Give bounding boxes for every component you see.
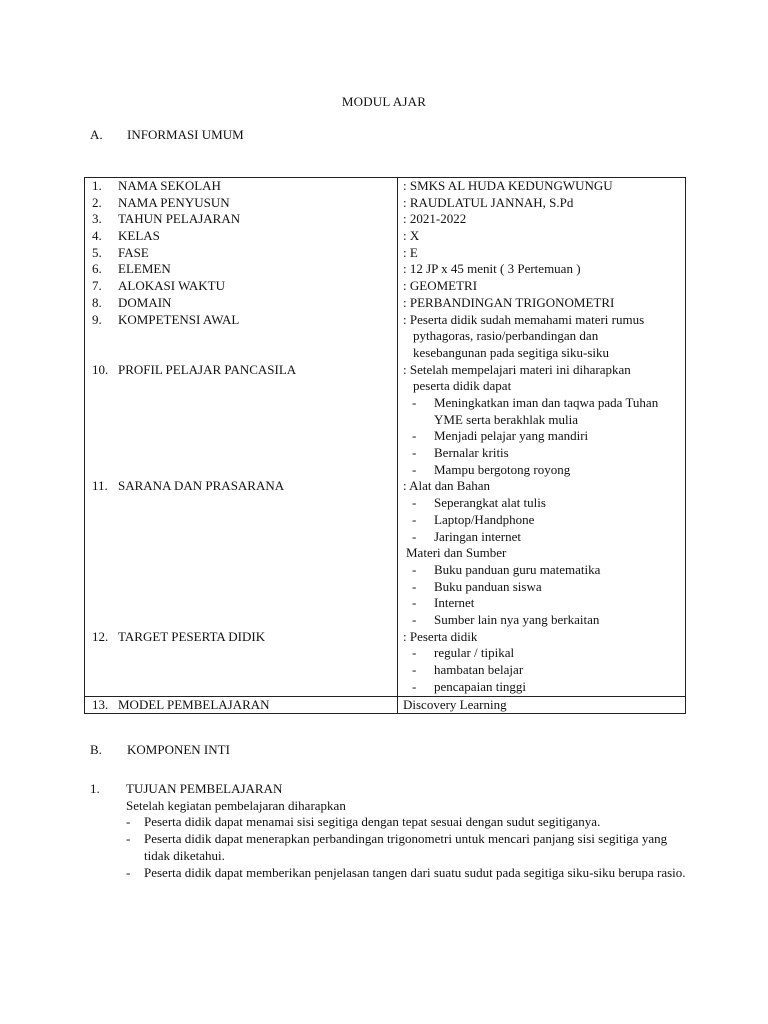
row-value: : E <box>403 244 418 260</box>
row-label: ELEMEN <box>118 261 171 277</box>
row-label: NAMA SEKOLAH <box>118 178 221 193</box>
row-label: MODEL PEMBELAJARAN <box>118 696 270 712</box>
row-value: Discovery Learning <box>403 696 507 712</box>
value-cell <box>398 696 686 714</box>
row-label: FASE <box>118 244 149 260</box>
label-cell <box>85 696 398 714</box>
bullet-item: - Menjadi pelajar yang mandiri <box>412 428 589 444</box>
row-number: 6. <box>92 261 102 277</box>
row-value: : SMKS AL HUDA KEDUNGWUNGU <box>403 178 613 193</box>
bullet-item: - Jaringan internet <box>412 528 521 544</box>
bullet-item: - Sumber lain nya yang berkaitan <box>412 612 600 628</box>
row-value: pythagoras, rasio/perbandingan dan <box>413 328 599 344</box>
bullet-item: - Bernalar kritis <box>412 445 509 461</box>
row-number: 5. <box>92 244 102 260</box>
section-a-letter: A. <box>90 127 103 142</box>
row-number: 11. <box>92 478 108 494</box>
value-cell <box>398 178 686 697</box>
row-value: : Setelah mempelajari materi ini diharapkan <box>403 361 631 377</box>
bullet-item: - Seperangkat alat tulis <box>412 495 546 511</box>
row-number: 2. <box>92 194 102 210</box>
row-number: 9. <box>92 311 102 327</box>
row-number: 13. <box>92 696 109 712</box>
row-value: kesebangunan pada segitiga siku-siku <box>413 344 610 360</box>
row-label: KELAS <box>118 228 160 244</box>
bullet-item: - Meningkatkan iman dan taqwa pada Tuhan <box>412 394 659 410</box>
row-value: : GEOMETRI <box>403 278 478 294</box>
row-label: DOMAIN <box>118 294 172 310</box>
bullet-item: - regular / tipikal <box>412 645 515 661</box>
sub-heading: Materi dan Sumber <box>406 545 507 561</box>
tujuan-section <box>90 781 690 881</box>
list-item: - Peserta didik dapat menerapkan perbandingan trigonometri untuk mencari panjang sisi segitiga yang tidak diketahui. <box>126 831 668 863</box>
row-label: ALOKASI WAKTU <box>118 278 226 294</box>
row-value: : Alat dan Bahan <box>403 478 491 494</box>
bullet-item: - hambatan belajar <box>412 662 524 678</box>
bullet-item: - Mampu bergotong royong <box>412 461 571 477</box>
bullet-continuation: YME serta berakhlak mulia <box>434 411 579 427</box>
row-value: : Peserta didik <box>403 628 478 644</box>
row-label: PROFIL PELAJAR PANCASILA <box>118 361 297 377</box>
bullet-item: - Buku panduan guru matematika <box>412 561 601 577</box>
table-row <box>85 696 686 714</box>
section-a-heading <box>90 127 244 144</box>
page-title: MODUL AJAR <box>341 94 427 109</box>
bullet-item: - Internet <box>412 595 475 611</box>
row-value: : PERBANDINGAN TRIGONOMETRI <box>403 294 615 310</box>
row-value: : RAUDLATUL JANNAH, S.Pd <box>403 194 574 210</box>
row-value: : X <box>403 228 420 244</box>
info-table <box>84 177 686 714</box>
bullet-item: - Buku panduan siswa <box>412 578 542 594</box>
bullet-item: - Laptop/Handphone <box>412 511 535 527</box>
table-row <box>85 178 686 697</box>
row-number: 12. <box>92 628 109 644</box>
list-item: - Peserta didik dapat menamai sisi segitiga dengan tepat sesuai dengan sudut segitiganya. <box>126 814 601 830</box>
row-value: : 2021-2022 <box>403 211 467 227</box>
row-value: : 12 JP x 45 menit ( 3 Pertemuan ) <box>403 261 581 277</box>
row-number: 1. <box>92 178 102 193</box>
section-b-label: KOMPONEN INTI <box>127 742 230 757</box>
row-value: peserta didik dapat <box>413 378 512 394</box>
section-b-heading <box>90 742 230 759</box>
row-number: 8. <box>92 294 102 310</box>
tujuan-heading: 1. TUJUAN PEMBELAJARAN <box>90 781 283 796</box>
row-label: SARANA DAN PRASARANA <box>118 478 285 494</box>
row-value: : Peserta didik sudah memahami materi rumus <box>403 311 645 327</box>
row-label: NAMA PENYUSUN <box>118 194 230 210</box>
row-number: 3. <box>92 211 102 227</box>
section-b-letter: B. <box>90 742 102 757</box>
section-a-label: INFORMASI UMUM <box>127 127 244 142</box>
row-label: KOMPETENSI AWAL <box>118 311 240 327</box>
row-label: TARGET PESERTA DIDIK <box>118 628 266 644</box>
list-item: - Peserta didik dapat memberikan penjelasan tangen dari suatu sudut pada segitiga siku-siku berupa rasio. <box>126 864 686 880</box>
label-cell <box>85 178 398 697</box>
tujuan-intro: Setelah kegiatan pembelajaran diharapkan <box>126 797 346 813</box>
row-number: 10. <box>92 361 109 377</box>
row-label: TAHUN PELAJARAN <box>118 211 241 227</box>
bullet-item: - pencapaian tinggi <box>412 678 527 694</box>
row-number: 4. <box>92 228 102 244</box>
row-number: 7. <box>92 278 102 294</box>
